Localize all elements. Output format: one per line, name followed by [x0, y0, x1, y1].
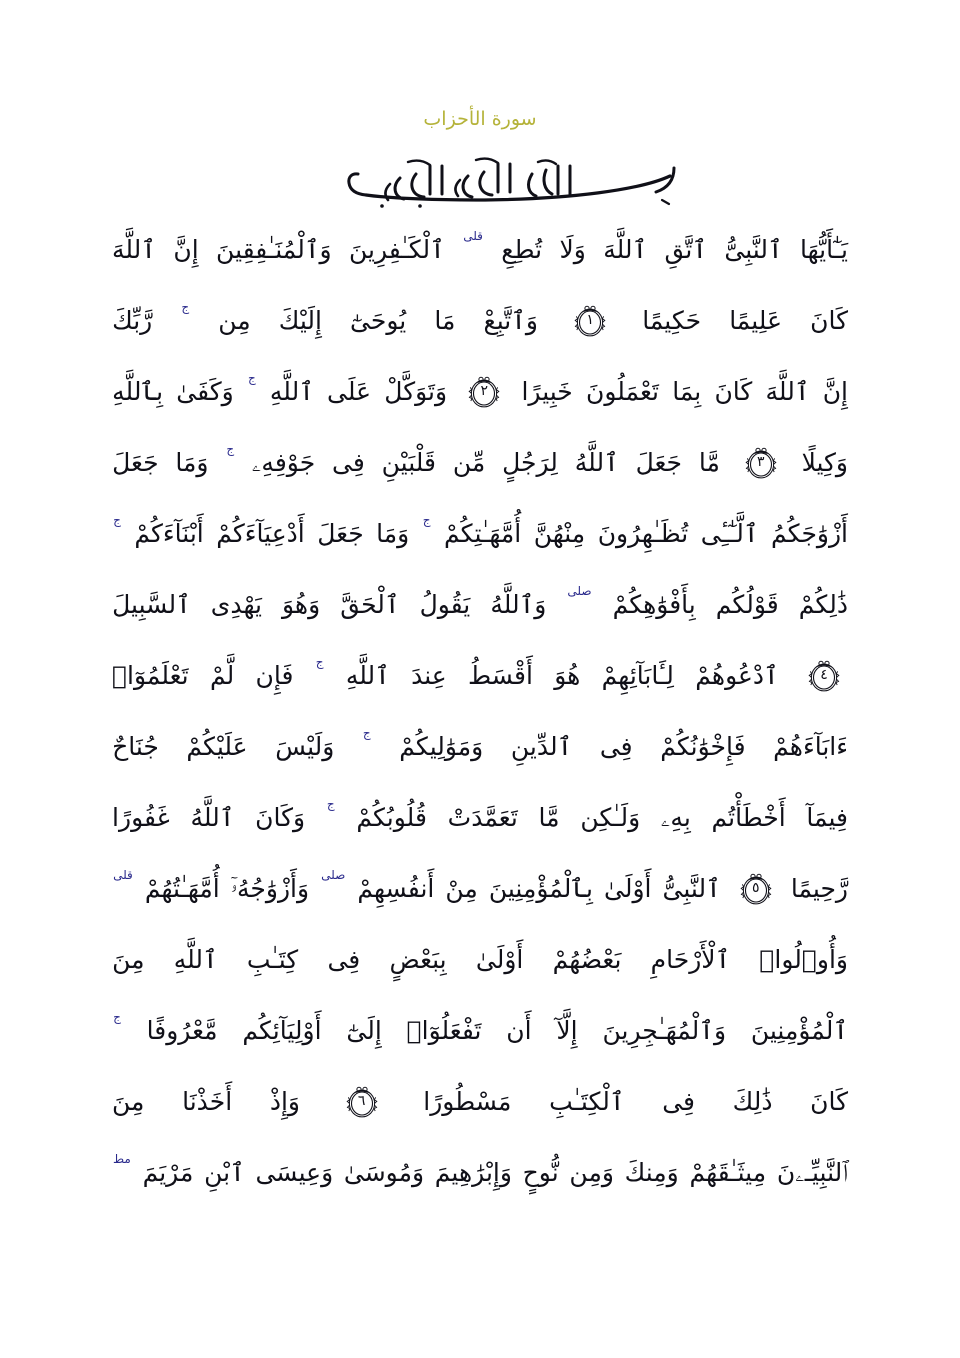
mushaf-line	[112, 356, 848, 427]
waqf-mark: ج	[362, 725, 371, 740]
quran-word: هُوَ	[554, 661, 581, 690]
quran-word: فِيمَآ	[806, 803, 848, 832]
ayah-number-marker	[345, 1085, 379, 1119]
quran-word: ٱلْكَـٰفِرِينَ	[348, 235, 445, 264]
quran-word: عِندَ	[411, 661, 447, 690]
mushaf-line	[112, 782, 848, 853]
quran-word: رَّحِيمًا	[790, 874, 848, 903]
mushaf-line	[112, 995, 848, 1066]
quran-word: ٱللَّهَ	[603, 235, 648, 264]
quran-word: وَكَانَ	[255, 803, 306, 832]
mushaf-text-block	[112, 214, 848, 1208]
quran-word: ٱلْكِتَـٰبِ	[549, 1087, 625, 1116]
quran-word: تَفْعَلُوٓا۟	[406, 1016, 482, 1045]
quran-word: وَمَا	[376, 519, 410, 548]
quran-word: ٱللَّهِ	[173, 945, 218, 974]
ayah-number-text: ٥	[752, 880, 760, 896]
quran-word: مَّا	[698, 448, 720, 477]
quran-word: جَعَلَ	[112, 448, 159, 477]
quran-word: أَخَذْنَا	[182, 1087, 233, 1116]
mushaf-line	[112, 853, 848, 924]
quran-word: ٱللَّهِ	[345, 661, 390, 690]
quran-word: أُمَّهَـٰتِكُمْ	[444, 519, 522, 548]
quran-word: جَعَلَ	[317, 519, 364, 548]
ayah-number-text: ٤	[820, 667, 828, 683]
quran-word: أَخْطَأْتُم	[711, 803, 786, 832]
quran-word: مِنْ	[445, 874, 478, 903]
quran-word: وَإِذْ	[269, 1087, 300, 1116]
mushaf-line	[112, 1066, 848, 1137]
quran-word: تُظَـٰهِرُونَ	[597, 519, 689, 548]
quran-word: مِنَ	[112, 945, 145, 974]
quran-word: مِّن	[452, 448, 486, 477]
basmala-calligraphy-icon	[270, 150, 690, 212]
quran-word: أَوْلِيَآئِكُم	[242, 1016, 322, 1045]
mushaf-line	[112, 1137, 848, 1208]
quran-word: تَعْمَلُونَ	[585, 377, 659, 406]
quran-word: تُطِعِ	[501, 235, 543, 264]
ayah-number-marker	[467, 375, 501, 409]
quran-word: أَزْوَٰجَكُمُ	[771, 519, 848, 548]
quran-word: وَإِبْرَٰهِيمَ	[434, 1158, 512, 1187]
quran-word: ذَٰلِكُمْ	[798, 590, 848, 619]
mushaf-line	[112, 640, 848, 711]
waqf-mark: صلى	[321, 867, 346, 882]
waqf-mark: ج	[113, 1009, 121, 1024]
waqf-mark: صلى	[567, 583, 592, 598]
waqf-mark: ج	[315, 654, 324, 669]
quran-word: يَهْدِى	[210, 590, 262, 619]
quran-word: ٱللَّهَ	[112, 235, 156, 264]
waqf-mark: مط	[113, 1151, 131, 1166]
ayah-number-marker	[739, 872, 773, 906]
quran-word: لِرَجُلٍ	[502, 448, 558, 477]
quran-word: بِأَفْوَٰهِكُمْ	[612, 590, 696, 619]
mushaf-line	[112, 285, 848, 356]
quran-word: عَلَى	[327, 377, 372, 406]
waqf-mark: قلى	[113, 867, 133, 882]
quran-word: فِى	[327, 945, 361, 974]
quran-word: حَكِيمًا	[642, 306, 702, 335]
quran-word: تَعْلَمُوٓا۟	[112, 661, 189, 690]
quran-word: وَأُو۟لُوا۟	[759, 945, 848, 974]
waqf-mark: ج	[181, 299, 190, 314]
quran-word: فِى	[332, 448, 365, 477]
ayah-number-marker	[807, 659, 841, 693]
quran-word: فِى	[599, 732, 633, 761]
quran-word: ٱلْمُؤْمِنِينَ	[750, 1016, 848, 1045]
quran-word: كِتَـٰبِ	[246, 945, 299, 974]
quran-word: وَمَا	[175, 448, 209, 477]
quran-word: أَبْنَآءَكُمْ	[134, 519, 204, 548]
quran-word: وَٱلْمُهَـٰجِرِينَ	[602, 1016, 727, 1045]
quran-word: مِيثَـٰقَهُمْ	[689, 1158, 767, 1187]
quran-word: ٱلَّـٰٓـِٔى	[700, 519, 759, 548]
quran-word: أُمَّهَـٰتُهُمْ	[144, 874, 220, 903]
waqf-mark: ج	[113, 512, 121, 527]
quran-word: جُنَاحٌ	[112, 732, 159, 761]
quran-word: أَقْسَطُ	[468, 661, 533, 690]
ayah-number-marker	[744, 446, 778, 480]
quran-word: إِلَيْكَ	[278, 306, 322, 335]
quran-word: وَمِنكَ	[624, 1158, 679, 1187]
quran-word: ٱبْنِ	[204, 1158, 245, 1187]
quran-word: وَكَفَىٰ	[176, 377, 234, 406]
quran-word: وَهُوَ	[282, 590, 321, 619]
quran-word: بَعْضُهُمْ	[552, 945, 622, 974]
quran-word: إِلَّآ	[556, 1016, 578, 1045]
quran-word: مَّا	[538, 803, 560, 832]
quran-word: ٱلْأَرْحَامِ	[650, 945, 731, 974]
quran-word: جَعَلَ	[635, 448, 683, 477]
waqf-mark: ج	[226, 441, 235, 456]
mushaf-line	[112, 711, 848, 782]
quran-word: مِن	[218, 306, 251, 335]
quran-word: ٱتَّقِ	[664, 235, 708, 264]
quran-word: بِهِۦ	[660, 803, 691, 832]
quran-word: وَمَوَٰلِيكُمْ	[399, 732, 484, 761]
quran-word: بِٱللَّهِ	[112, 377, 164, 406]
quran-word: وَمِن	[569, 1158, 614, 1187]
quran-word: ٱلنَّبِىُّ	[662, 874, 721, 903]
quran-word: ٱللَّهُ	[574, 448, 619, 477]
quran-word: أَنفُسِهِمْ	[357, 874, 435, 903]
quran-word: وَمُوسَىٰ	[343, 1158, 425, 1187]
mushaf-line	[112, 569, 848, 640]
quran-word: كَانَ	[714, 377, 753, 406]
quran-word: خَبِيرًا	[521, 377, 573, 406]
ayah-number-text: ٢	[480, 383, 489, 399]
quran-word: فَإِن	[255, 661, 294, 690]
quran-word: وَٱلْمُنَـٰفِقِينَ	[216, 235, 332, 264]
quran-word: بِبَعْضٍ	[389, 945, 447, 974]
quran-word: فِى	[662, 1087, 695, 1116]
quran-word: ٱلنَّبِىُّ	[724, 235, 783, 264]
surah-title: سورة الأحزاب	[423, 108, 537, 130]
quran-word: جَوْفِهِۦ	[251, 448, 316, 477]
quran-word: نُّوحٍ	[522, 1158, 559, 1187]
quran-word: وَلَيْسَ	[275, 732, 335, 761]
quran-word: أَدْعِيَآءَكُمْ	[216, 519, 305, 548]
quran-word: وَكِيلًا	[801, 448, 848, 477]
quran-word: يُوحَىٰٓ	[350, 306, 407, 335]
ayah-number-marker	[573, 304, 607, 338]
quran-word: لِـَٔابَآئِهِمْ	[601, 661, 674, 690]
quran-word: ءَابَآءَهُمْ	[773, 732, 848, 761]
quran-word: ٱلسَّبِيلَ	[112, 590, 191, 619]
quran-word: لَّمْ	[209, 661, 235, 690]
quran-word: كَانَ	[810, 1087, 848, 1116]
ayah-number-text: ٦	[357, 1093, 366, 1109]
ayah-number-text: ٣	[756, 454, 765, 470]
quran-word: يَـٰٓأَيُّهَا	[800, 235, 848, 264]
quran-word: تَعَمَّدَتْ	[447, 803, 518, 832]
quran-word: كَانَ	[810, 306, 848, 335]
quran-word: وَلَا	[559, 235, 586, 264]
quran-word: أَوْلَىٰ	[475, 945, 524, 974]
quran-word: مَرْيَمَ	[142, 1158, 194, 1187]
quran-word: فَإِخْوَٰنُكُمْ	[660, 732, 746, 761]
mushaf-line	[112, 924, 848, 995]
quran-word: وَٱللَّهُ	[490, 590, 547, 619]
quran-word: وَٱتَّبِعْ	[483, 306, 538, 335]
quran-word: ذَٰلِكَ	[732, 1087, 773, 1116]
quran-word: قَوْلُكُم	[715, 590, 779, 619]
quran-word: قَلْبَيْنِ	[381, 448, 436, 477]
quran-word: عَلَيْكُمْ	[186, 732, 248, 761]
quran-word: مَسْطُورًا	[423, 1087, 512, 1116]
quran-word: إِنَّ	[173, 235, 199, 264]
quran-word: رَّبِّكَ	[112, 306, 153, 335]
quran-word: بِٱلْمُؤْمِنِينَ	[488, 874, 593, 903]
quran-word: ٱلدِّينِ	[510, 732, 573, 761]
quran-word: أَن	[506, 1016, 532, 1045]
quran-word: مِنْهُنَّ	[533, 519, 586, 548]
quran-word: وَعِيسَى	[255, 1158, 334, 1187]
quran-word: وَتَوَكَّلْ	[384, 377, 448, 406]
quran-word: ٱللَّهِ	[269, 377, 314, 406]
quran-word: مَا	[434, 306, 456, 335]
quran-word: ٱللَّهُ	[190, 803, 235, 832]
basmala	[0, 150, 960, 212]
quran-word: ٱللَّهَ	[765, 377, 810, 406]
quran-word: أَوْلَىٰ	[604, 874, 652, 903]
quran-word: إِلَىٰٓ	[346, 1016, 382, 1045]
quran-word: ٱدْعُوهُمْ	[695, 661, 779, 690]
quran-word: عَلِيمًا	[729, 306, 782, 335]
waqf-mark: ج	[422, 512, 431, 527]
quran-word: بِمَا	[672, 377, 702, 406]
quran-word: مِنَ	[112, 1087, 145, 1116]
quran-word: ٱلنَّبِيِّـۦنَ	[776, 1158, 848, 1187]
waqf-mark: ج	[247, 370, 256, 385]
waqf-mark: ج	[326, 796, 335, 811]
waqf-mark: قلى	[463, 228, 483, 243]
mushaf-line	[112, 214, 848, 285]
quran-word: قُلُوبُكُمْ	[356, 803, 427, 832]
quran-word: إِنَّ	[822, 377, 848, 406]
quran-word: وَأَزْوَٰجُهُۥٓ	[230, 874, 310, 903]
quran-word: وَلَـٰكِن	[580, 803, 641, 832]
quran-word: مَّعْرُوفًا	[146, 1016, 218, 1045]
mushaf-line	[112, 498, 848, 569]
mushaf-line	[112, 427, 848, 498]
quran-word: يَقُولُ	[419, 590, 471, 619]
quran-word: غَفُورًا	[112, 803, 170, 832]
ayah-number-text: ١	[586, 312, 594, 328]
quran-word: ٱلْحَقَّ	[340, 590, 400, 619]
